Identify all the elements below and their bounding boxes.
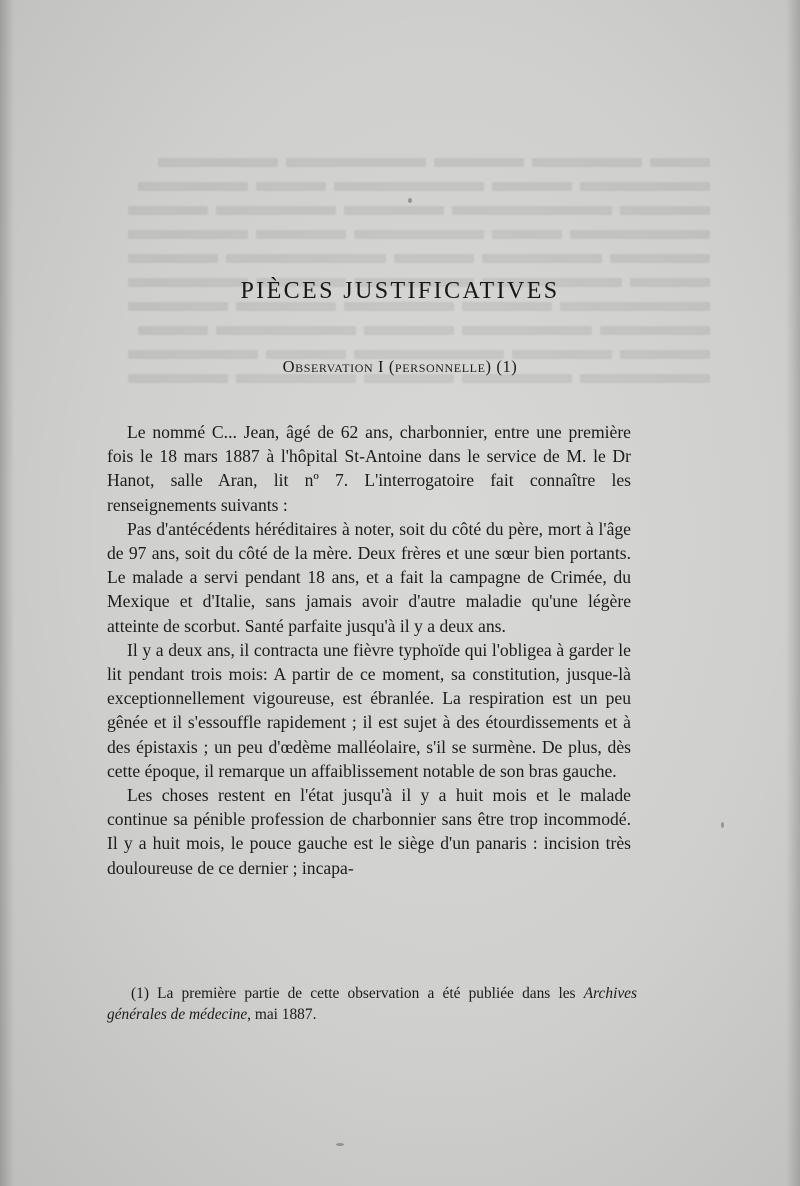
footnote-text: (1) La première partie de cette observation a été publiée dans les <box>131 985 584 1002</box>
ink-speck <box>336 1143 344 1146</box>
ink-speck <box>721 822 724 828</box>
bleed-through-texture <box>100 150 710 390</box>
ink-speck <box>408 198 412 203</box>
right-edge-shadow <box>786 0 800 1186</box>
paragraph: Il y a deux ans, il contracta une fièvre typhoïde qui l'obligea à garder le lit pendant trois mois: A partir de ce moment, sa constitution, jusque-là exceptionnellement vigoureuse, est ébranlée. La respiration est un peu gênée et il s'essouffle rapidement ; il est sujet à des étourdissements et à des épistaxis ; un peu d'œdème malléolaire, s'il se surmène. De plus, dès cette époque, il remarque un affaiblissement notable de son bras gauche. <box>107 639 631 781</box>
observation-subheading: Observation I (personnelle) (1) <box>282 357 518 376</box>
footnote <box>107 983 637 1025</box>
footnote-date: , mai 1887. <box>247 1006 317 1023</box>
footnote-paragraph <box>107 983 637 1025</box>
section-heading: PIÈCES JUSTIFICATIVES <box>240 278 560 304</box>
footnote-journal-title: Archives générales de médecine <box>107 985 637 1023</box>
observation-body <box>107 420 631 880</box>
paragraph: Le nommé C... Jean, âgé de 62 ans, charbonnier, entre une première fois le 18 mars 1887 à l'hôpital St-Antoine dans le service de M. le Dr Hanot, salle Aran, lit nº 7. L'interrogatoire fait connaître les renseignements suivants : <box>107 422 631 515</box>
left-edge-shadow <box>0 0 14 1186</box>
paragraph: Les choses restent en l'état jusqu'à il y a huit mois et le malade continue sa pénible profession de charbonnier sans être trop incommodé. Il y a huit mois, le pouce gauche est le siège d'un panaris : incision très douloureuse de ce dernier ; incapa- <box>107 785 631 878</box>
paragraph: Pas d'antécédents héréditaires à noter, soit du côté du père, mort à l'âge de 97 ans, soit du côté de la mère. Deux frères et une sœur bien portants. Le malade a servi pendant 18 ans, et a fait la campagne de Crimée, du Mexique et d'Italie, sans jamais avoir d'autre maladie qu'une légère atteinte de scorbut. Santé parfaite jusqu'à il y a deux ans. <box>107 518 631 636</box>
